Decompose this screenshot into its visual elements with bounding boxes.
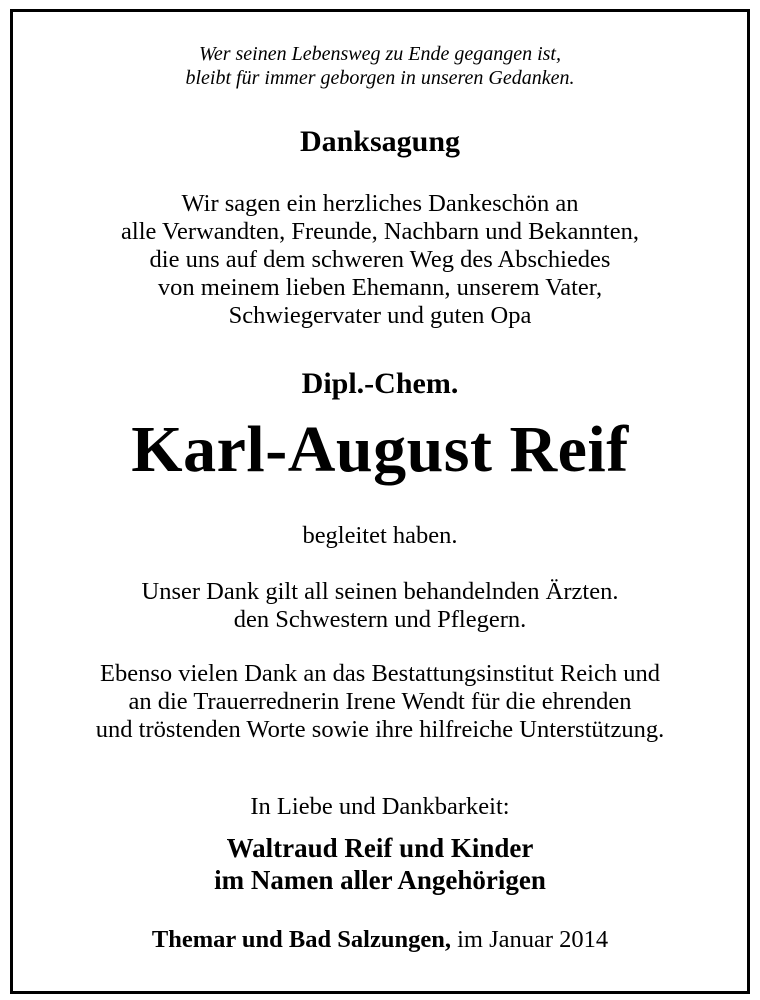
footer-place: Themar und Bad Salzungen, [151, 926, 451, 953]
signature-block [13, 832, 747, 896]
motto-verse [13, 42, 747, 90]
funeral-line-1: Ebenso vielen Dank an das Bestattungsinstitut Reich und [99, 660, 660, 687]
funeral-line-3: und tröstenden Worte sowie ihre hilfreiche Unterstützung. [95, 716, 665, 743]
deceased-name: Karl-August Reif [131, 413, 629, 486]
intro-line-3: die uns auf dem schweren Weg des Abschiedes [149, 246, 611, 273]
motto-line-1: Wer seinen Lebensweg zu Ende gegangen ist, [199, 43, 561, 65]
intro-line-2: alle Verwandten, Freunde, Nachbarn und Bekannten, [121, 218, 639, 245]
funeral-line-2: an die Trauerrednerin Irene Wendt für die ehrenden [128, 688, 632, 715]
doctors-line-1: Unser Dank gilt all seinen behandelnden Ärzten. [141, 578, 619, 605]
footer-date: im Januar 2014 [457, 926, 609, 953]
intro-line-1: Wir sagen ein herzliches Dankeschön an [181, 190, 579, 217]
signature-line-1: Waltraud Reif und Kinder [226, 833, 534, 863]
funeral-paragraph [13, 660, 747, 744]
deceased-title: Dipl.-Chem. [301, 367, 459, 400]
intro-line-5: Schwiegervater und guten Opa [228, 302, 532, 329]
intro-line-4: von meinem lieben Ehemann, unserem Vater, [157, 274, 603, 301]
signature-line-2: im Namen aller Angehörigen [214, 865, 546, 895]
notice-heading: Danksagung [299, 125, 461, 158]
doctors-line-2: den Schwestern und Pflegern. [233, 606, 527, 633]
place-date-line [13, 925, 747, 955]
accompanied-text: begleitet haben. [302, 522, 458, 549]
doctors-paragraph [13, 578, 747, 634]
closing-phrase: In Liebe und Dankbarkeit: [250, 793, 510, 820]
intro-paragraph [13, 190, 747, 330]
motto-line-2: bleibt für immer geborgen in unseren Gedanken. [185, 67, 575, 89]
